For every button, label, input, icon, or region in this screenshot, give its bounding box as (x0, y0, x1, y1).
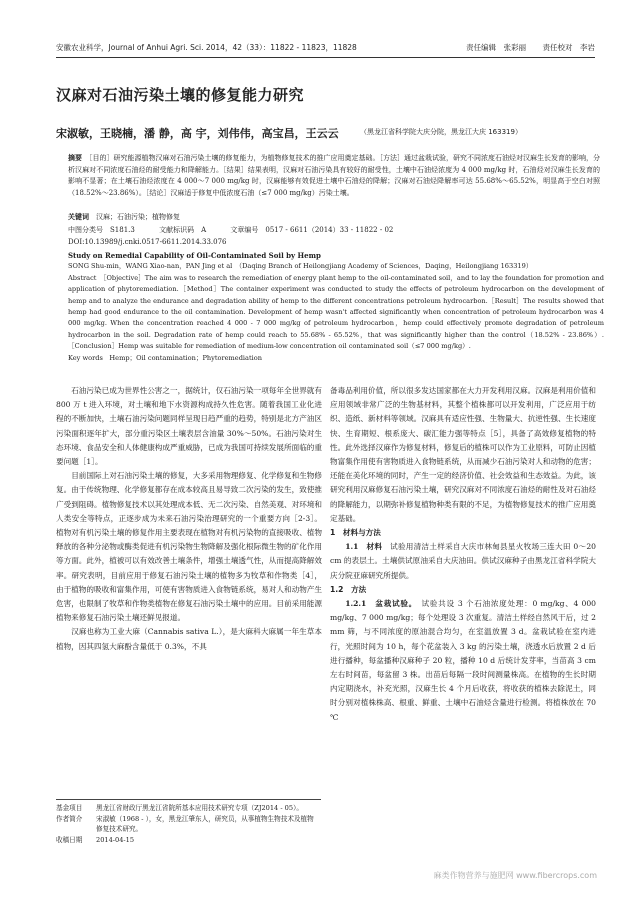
body-right-column (330, 384, 596, 725)
classification-row (68, 225, 415, 235)
keywords-label: 关键词 (68, 212, 89, 221)
abstract-label: 摘要 (68, 154, 82, 162)
responsible-proofreader: 责任校对 李岩 (542, 43, 595, 52)
section-heading: 1 材料与方法 (330, 528, 381, 538)
fund-text: 黑龙江省财政厅黑龙江省院所基本应用技术研究专项（ZJ2014 - 05）。 (96, 804, 303, 812)
document-code: 文献标识码 A (159, 226, 207, 234)
english-abstract: Abstract ［Objective］The aim was to research the remediation of energy plant hemp to the oil-contaminated soil，and to lay the foundation for promotion and application of phytoremediation.［Method］The container experiment was conducted to study the effects of petroleum hydrocarbon on the development of hemp and to analyze the endurance and degradation ability of hemp to the different concentrations petroleum hydrocarbon.［Result］The results showed that hemp had good endurance to the oil contamination. Development of hemp wasn't affected significantly when concentration of petroleum hydrocarbon was 4 000 mg/kg. When the concentration reached 4 000 - 7 000 mg/kg of petroleum hydrocarbon，hemp could effectively promote degradation of petroleum hydrocarbon in the soil. Degradation rate of hemp could reach to 55.68% - 65.52%，that was significantly higher than the control（18.52% - 23.86%）.［Conclusion］Hemp was suitable for remediation of medium-low concentration oil contaminated soil（≤7 000 mg/kg）. (68, 273, 604, 351)
subsection-heading: 1.1 材料 (345, 542, 383, 552)
body-paragraph: 石油污染已成为世界性公害之一，据统计，仅石油污染一项每年全世界就有 800 万 t 进入环境，对土壤和地下水资源构成持久性危害。随着我国工业化进程的不断加快，土壤石油污染问题同样呈现日趋严重的趋势，特别是北方产油区污染面积逐年扩大，部分重污染区土壤表层含油量 30%～50%。石油污染对生态环境、食品安全和人体健康构成严重威胁，已成为我国可持续发展所面临的重要问题［1］。 (56, 386, 322, 467)
footnote-block (56, 803, 321, 845)
english-abstract-block (68, 250, 604, 364)
subsubsection-heading: 1.2.1 盆栽试验。 (345, 599, 414, 609)
running-header (56, 38, 595, 54)
body-paragraph: 汉麻也称为工业大麻（Cannabis sativa L.），是大麻科大麻属一年生草本植物，因其四氢大麻酚含量低于 0.3%，不具 (56, 627, 322, 651)
article-title: 汉麻对石油污染土壤的修复能力研究 (56, 86, 305, 104)
received-date-row (56, 835, 321, 846)
editor-credits (452, 42, 595, 53)
keywords-row (68, 212, 202, 222)
article-number: 文章编号 0517 - 6611（2014）33 - 11822 - 02 (230, 226, 394, 234)
subsection-paragraph (330, 540, 596, 583)
author-bio-label: 作者简介 (56, 814, 83, 823)
subsection-text: 试验用清洁土样采自大庆市林甸县星火牧场三连大田 0～20 cm 的表层土。土壤供试原油采自大庆油田。供试汉麻种子由黑龙江省科学院大庆分院亚麻研究所提供。 (330, 542, 597, 580)
subsection-paragraph (330, 597, 596, 725)
fund-row (56, 803, 321, 814)
responsible-editor: 责任编辑 张彩丽 (466, 43, 527, 52)
header-divider (56, 57, 595, 58)
author-list: 宋淑敏，王晓楠，潘 静，高 宇，刘伟伟，高宝昌，王云云 (56, 127, 339, 140)
keywords-text: 汉麻；石油污染；植物修复 (96, 213, 180, 221)
abstract-text: ［目的］研究能源植物汉麻对石油污染土壤的修复能力，为植物修复技术的推广应用奠定基础。［方法］通过盆栽试验，研究不同浓度石油烃对汉麻生长发育的影响，分析汉麻对不同浓度石油烃的耐受能力和降解能力。［结果］结果表明，汉麻对石油污染具有较好的耐受性，土壤中石油烃浓度为 4 000 mg/kg 时，石油烃对汉麻生长发育的影响不显著；在土壤石油烃浓度在 4 000～7 000 mg/kg 时，汉麻能够有效促进土壤中石油烃的降解；汉麻对石油烃降解率可达 55.68%～65.52%，明显高于空白对照（18.52%～23.86%）。［结论］汉麻适于修复中低浓度石油（≤7 000 mg/kg）污染土壤。 (68, 154, 600, 197)
author-bio-row (56, 814, 321, 835)
english-title: Study on Remedial Capability of Oil-Contaminated Soil by Hemp (68, 251, 321, 260)
received-date: 2014-04-15 (96, 835, 135, 844)
doi: DOI:10.13989/j.cnki.0517-6611.2014.33.076 (68, 238, 227, 246)
footnote-divider (56, 799, 321, 800)
author-bio-text: 宋淑敏（1968 - ），女，黑龙江肇东人，研究员，从事植物生物技术及植物修复技术研究。 (96, 814, 314, 834)
clc-number: 中图分类号 S181.3 (68, 226, 135, 234)
affiliation: （黑龙江省科学院大庆分院，黑龙江大庆 163319） (360, 128, 522, 136)
body-paragraph: 备毒品利用价值，所以很多发达国家都在大力开发利用汉麻。汉麻是利用价值和应用领域非常广泛的生物基材料，其整个植株都可以开发利用，广泛应用于纺织、造纸、新材料等领域。汉麻具有适应性强、生物量大、抗逆性强、生长速度快、生育期短、根系庞大、碳汇能力强等特点［5］，具备了高效修复植物的特性。此外选择汉麻作为修复材料，修复后的植株可以作为工业原料，可防止因植物富集作用使有害物质进入食物链系统，从而减少石油污染对人和动物的危害；还能在美化环境的同时，产生一定的经济价值、社会效益和生态效益。为此，该研究利用汉麻修复石油污染土壤，研究汉麻对不同浓度石油烃的耐性及对石油烃的降解能力，以期弥补修复植物种类有限的不足，为植物修复技术的推广应用奠定基础。 (330, 386, 596, 523)
subsection-heading: 1.2 方法 (330, 584, 367, 594)
journal-citation: 安徽农业科学，Journal of Anhui Agri. Sci. 2014，42（33）：11822 - 11823，11828 (56, 43, 357, 52)
fund-label: 基金项目 (56, 804, 83, 812)
watermark: 麻类作物营养与施肥网 www.fibercrops.com (433, 871, 597, 880)
received-date-label: 收稿日期 (56, 835, 83, 844)
body-paragraph: 目前国际上对石油污染土壤的修复，大多采用物理修复、化学修复和生物修复。由于传统物理、化学修复都存在成本较高且易导致二次污染的发生，致使推广受到阻碍。植物修复技术以其处理成本低、无二次污染、自然美观、对环境和人类安全等特点，正逐步成为未来石油污染治理研究的一个重要方向［2-3］。植物对有机污染土壤的修复作用主要表现在植物对有机污染物的直接吸收、植物释放的各种分泌物或酶类促进有机污染物生物降解及强化根际微生物的矿化作用等方面。此外，植被可以有效改善土壤条件，增强土壤透气性，从而提高降解效率。研究表明，目前应用于修复石油污染土壤的植物多为牧草和作物类［4］，由于植物的吸收和富集作用，可使有害物质进入食物链系统，易对人和动物产生危害，也限制了牧草和作物类植物在修复石油污染土壤中的应用。目前采用能源植物来修复石油污染土壤还鲜见报道。 (56, 471, 322, 623)
english-keywords: Key words Hemp；Oil contamination；Phytoremediation (68, 353, 262, 362)
chinese-abstract (68, 153, 600, 199)
english-authors: SONG Shu-min，WANG Xiao-nan，PAN Jing et al （Daqing Branch of Heilongjiang Academy of Sciences，Daqing，Heilongjiang 163319） (68, 262, 533, 271)
body-left-column (56, 384, 322, 654)
subsubsection-text: 试验共设 3 个石油浓度处理：0 mg/kg、4 000 mg/kg、7 000 mg/kg；每个处理设 3 次重复。清洁土样经自然风干后，过 2 mm 筛，与不同浓度的原油混合均匀，在室温放置 3 d。盆栽试验在室内进行，光照时间为 10 h，每个花盆装入 3 kg 的污染土壤，浇透水后放置 2 d 后进行播种，每盆播种汉麻种子 20 粒，播种 10 d 后统计发芽率，当苗高 3 cm 左右时间苗，每盆留 3 株。出苗后每隔一段时间测量株高。在植物的生长时期内定期浇水，补充光照，汉麻生长 4 个月后收获，将收获的植株去除泥土，同时分别对植株株高、根重、鲜重、土壤中石油烃含量进行检测。将植株放在 70 ℃ (330, 599, 596, 722)
